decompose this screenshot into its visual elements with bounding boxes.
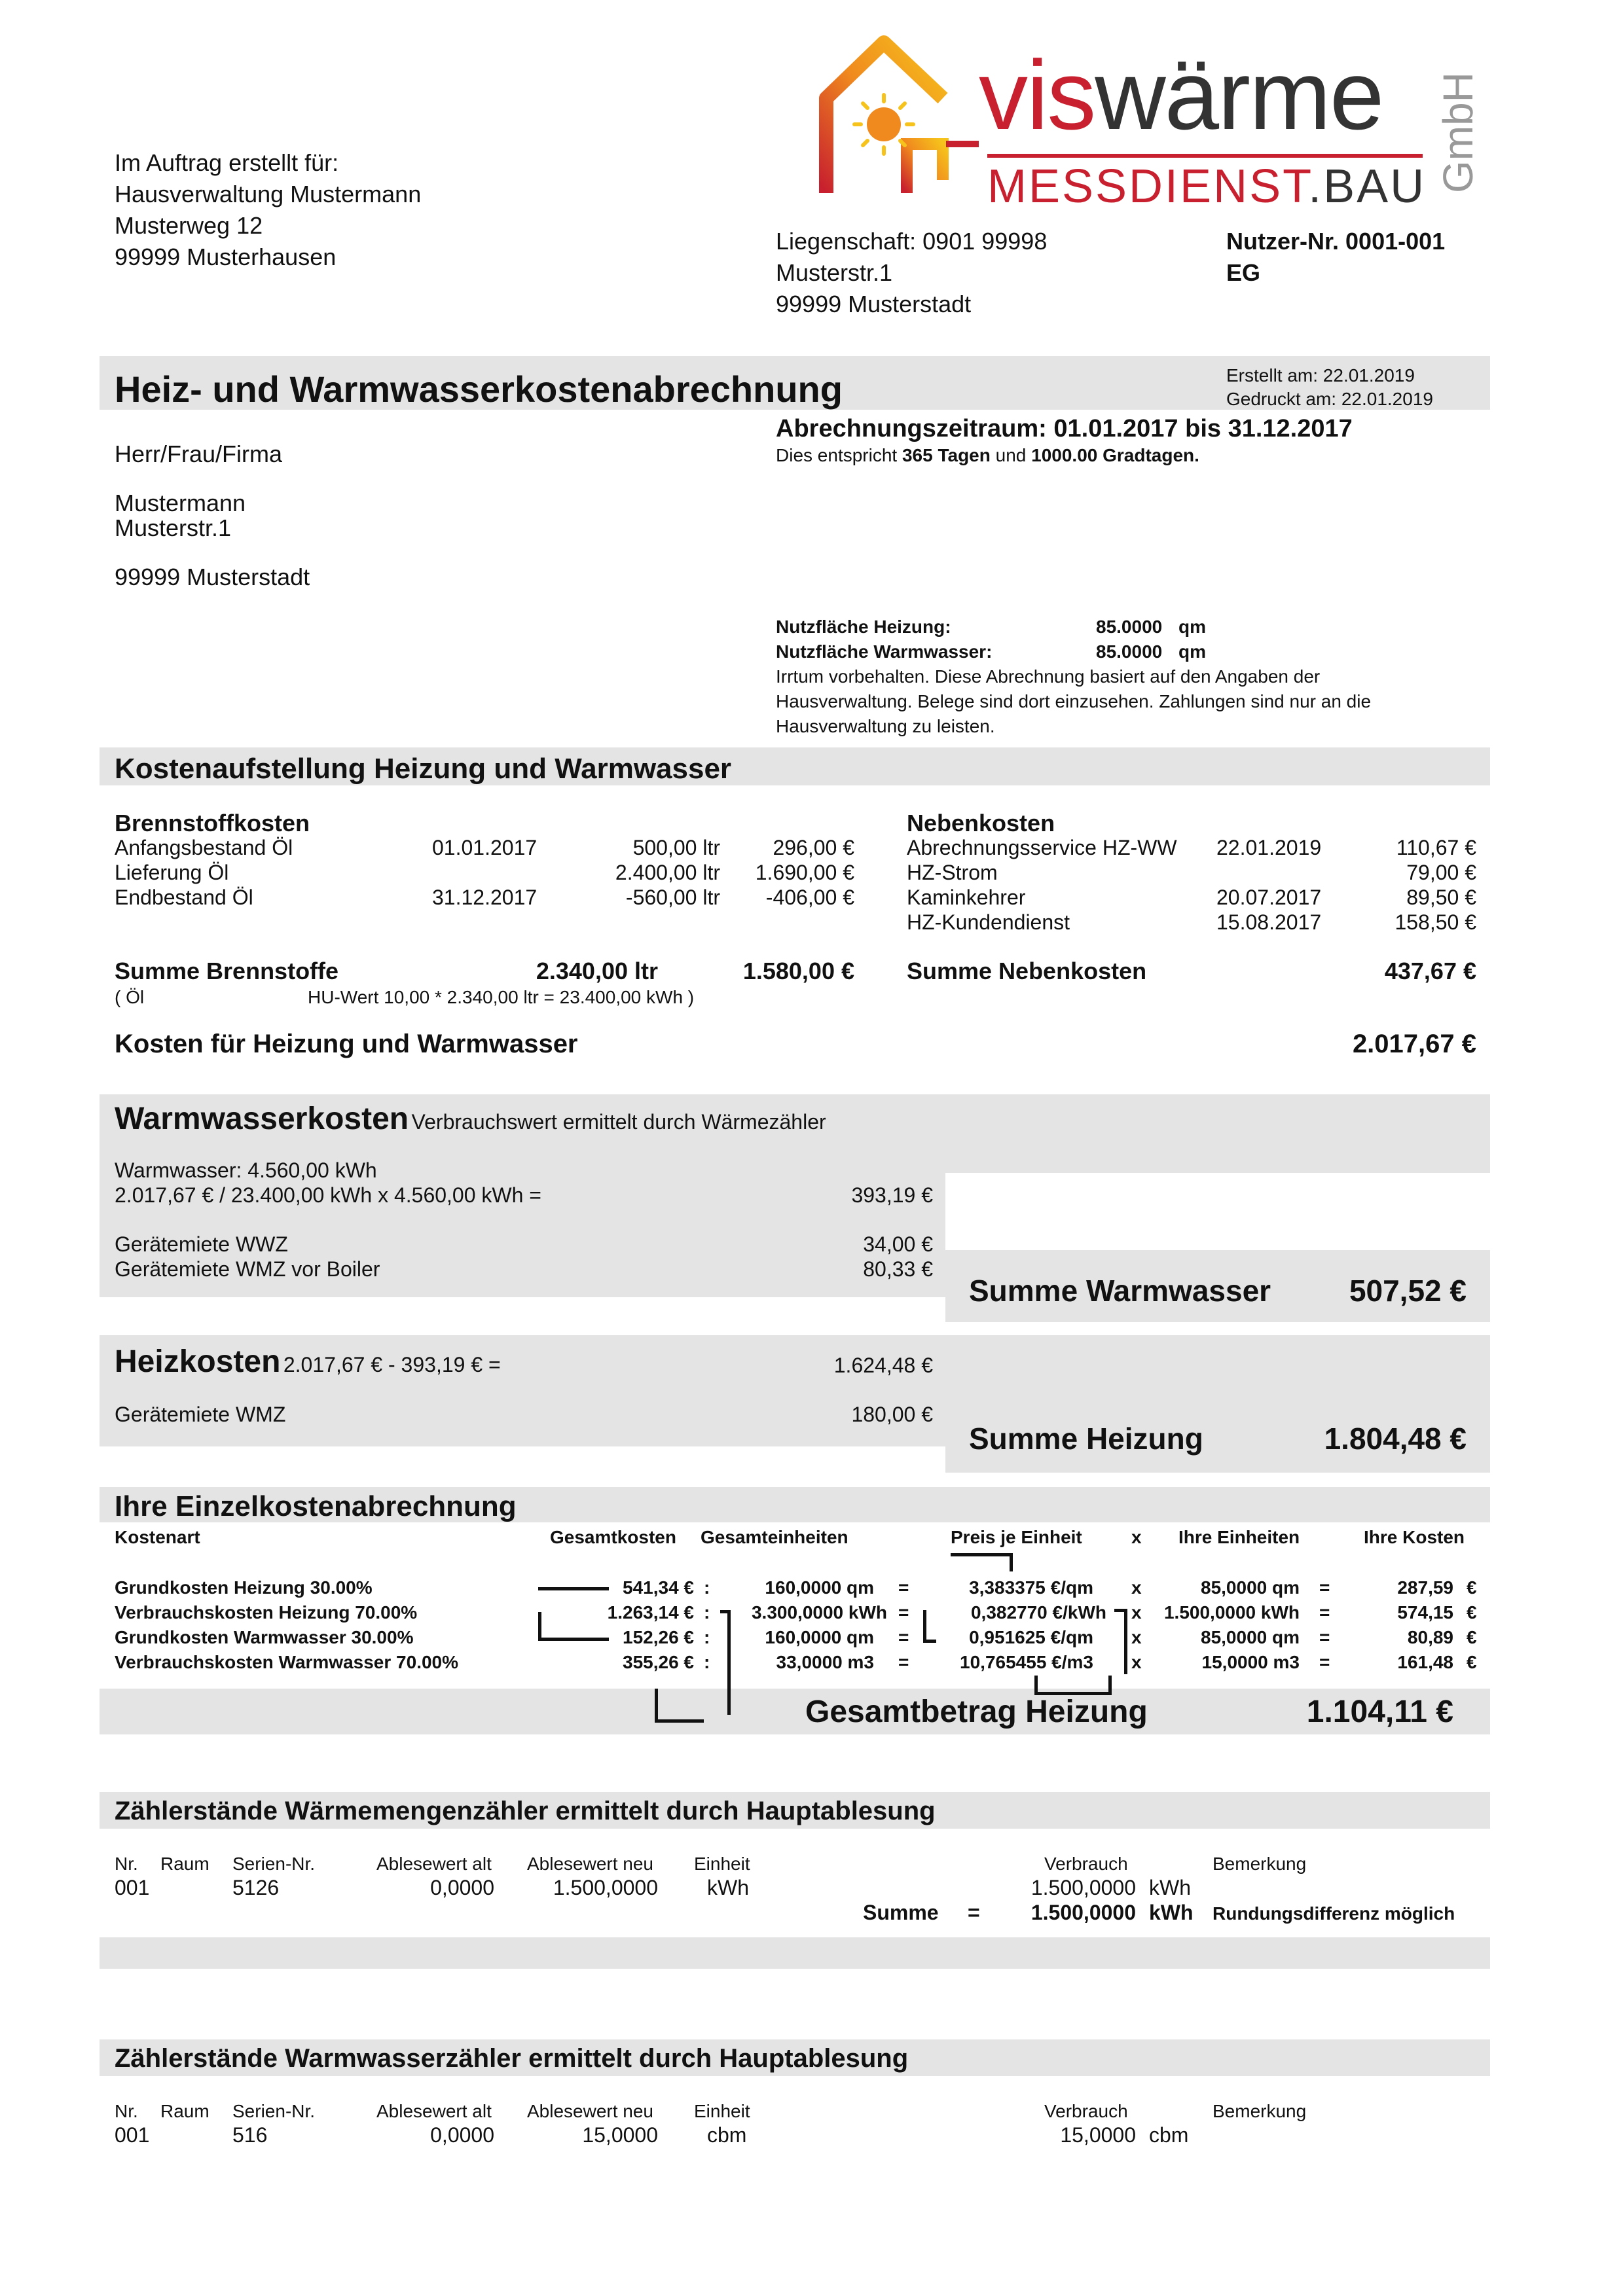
heating-formula-amount: 1.624,48 € (833, 1354, 933, 1377)
row-price: 3,383375 €/qm (969, 1577, 1093, 1598)
warmwater-rent2-label: Gerätemiete WMZ vor Boiler (115, 1257, 380, 1281)
row-divide: : (704, 1627, 710, 1647)
individual-section-title: Ihre Einzelkostenabrechnung (115, 1490, 517, 1522)
logo-bau-text: .BAU (1308, 160, 1427, 213)
heating-heading (115, 1344, 501, 1380)
client-line4: 99999 Musterhausen (115, 243, 337, 270)
bracket-line (538, 1638, 609, 1641)
printed-date: Gedruckt am: 22.01.2019 (1226, 389, 1433, 409)
grand-total-amount: 1.104,11 € (1306, 1695, 1453, 1729)
row-own-cost: 574,15 (1397, 1602, 1453, 1623)
row-kind: Verbrauchskosten Warmwasser 70.00% (115, 1652, 459, 1672)
side-row-label: Kaminkehrer (907, 886, 1026, 909)
heating-title: Heizkosten (115, 1344, 281, 1379)
fuel-row-qty: 2.400,00 ltr (615, 861, 720, 884)
col-header-own-cost: Ihre Kosten (1364, 1527, 1465, 1547)
row-kind: Grundkosten Warmwasser 30.00% (115, 1627, 414, 1647)
col-header-price: Preis je Einheit (951, 1527, 1082, 1547)
col-header-nr: Nr. (115, 2101, 138, 2121)
side-costs-title: Nebenkosten (907, 810, 1055, 836)
cell-old: 0,0000 (430, 2123, 494, 2147)
row-price: 0,951625 €/qm (969, 1627, 1093, 1647)
heatmeter-section-title: Zählerstände Wärmemengenzähler ermittelt durch Hauptablesung (115, 1797, 936, 1825)
row-own-units: 1.500,0000 kWh (1163, 1602, 1300, 1623)
costs-section-title: Kostenaufstellung Heizung und Warmwasser (115, 753, 732, 785)
area-heating-label: Nutzfläche Heizung: (776, 617, 951, 637)
fuel-row-amount: 1.690,00 € (755, 861, 854, 884)
bracket-line (923, 1610, 926, 1643)
warmwater-sum-label: Summe Warmwasser (969, 1274, 1271, 1308)
heating-rent-amount: 180,00 € (851, 1403, 933, 1426)
row-equals: = (1319, 1602, 1330, 1623)
disclaimer-line3: Hausverwaltung zu leisten. (776, 716, 995, 736)
col-header-unit: Einheit (694, 1854, 750, 1874)
heating-rent-label: Gerätemiete WMZ (115, 1403, 286, 1426)
warmwater-sum-amount: 507,52 € (1349, 1274, 1467, 1308)
side-row-label: HZ-Kundendienst (907, 910, 1070, 934)
recipient-salutation: Herr/Frau/Firma (115, 440, 283, 467)
heating-sum-amount: 1.804,48 € (1324, 1422, 1467, 1456)
client-line3: Musterweg 12 (115, 212, 263, 239)
bracket-line (538, 1587, 609, 1590)
side-row-amount: 79,00 € (1406, 861, 1476, 884)
warmwater-rent1-amount: 34,00 € (863, 1232, 933, 1256)
fuel-costs-title: Brennstoffkosten (115, 810, 310, 836)
row-equals: = (898, 1577, 909, 1598)
bracket-line (727, 1610, 731, 1715)
property-line1: Liegenschaft: 0901 99998 (776, 228, 1048, 255)
row-kind: Verbrauchskosten Heizung 70.00% (115, 1602, 418, 1623)
row-units: 3.300,0000 kWh (751, 1602, 887, 1623)
col-header-total: Gesamtkosten (550, 1527, 676, 1547)
cell-usage: 15,0000 (1060, 2123, 1136, 2147)
row-divide: : (704, 1577, 710, 1598)
side-row-date: 22.01.2019 (1216, 836, 1322, 859)
total-costs-amount: 2.017,67 € (1352, 1030, 1476, 1058)
fuel-row-label: Lieferung Öl (115, 861, 229, 884)
col-header-own-units: Ihre Einheiten (1178, 1527, 1300, 1547)
client-line2: Hausverwaltung Mustermann (115, 181, 422, 207)
row-own-cost: 80,89 (1407, 1627, 1453, 1647)
watermeter-section-title: Zählerstände Warmwasserzähler ermittelt durch Hauptablesung (115, 2044, 909, 2073)
row-multiply: x (1131, 1577, 1142, 1598)
col-header-multiply: x (1131, 1527, 1142, 1547)
logo-gmbh-text: GmbH (1434, 72, 1482, 193)
col-header-old: Ablesewert alt (376, 1854, 492, 1874)
col-header-new: Ablesewert neu (527, 1854, 654, 1874)
row-multiply: x (1131, 1627, 1142, 1647)
fuel-row-date: 31.12.2017 (432, 886, 538, 909)
heating-formula: 2.017,67 € - 393,19 € = (283, 1353, 501, 1376)
cell-new: 15,0000 (582, 2123, 658, 2147)
row-equals: = (898, 1652, 909, 1672)
col-header-usage: Verbrauch (1044, 2101, 1128, 2121)
fuel-sum-label: Summe Brennstoffe (115, 958, 339, 984)
sum-note: Rundungsdifferenz möglich (1213, 1903, 1455, 1924)
sum-equals: = (968, 1901, 980, 1924)
row-total: 355,26 € (623, 1652, 694, 1672)
document-title: Heiz- und Warmwasserkostenabrechnung (115, 368, 843, 410)
col-header-units: Gesamteinheiten (701, 1527, 848, 1547)
col-header-note: Bemerkung (1213, 1854, 1307, 1874)
client-line1: Im Auftrag erstellt für: (115, 149, 339, 176)
disclaimer-line1: Irrtum vorbehalten. Diese Abrechnung basiert auf den Angaben der (776, 666, 1321, 687)
side-row-label: Abrechnungsservice HZ-WW (907, 836, 1177, 859)
cell-serial: 516 (232, 2123, 268, 2147)
recipient-name: Mustermann (115, 490, 246, 516)
cell-new: 1.500,0000 (553, 1876, 658, 1899)
col-header-room: Raum (160, 1854, 210, 1874)
cell-unit: kWh (707, 1876, 749, 1899)
sum-value: 1.500,0000 (1030, 1901, 1136, 1924)
heating-sum-label: Summe Heizung (969, 1422, 1203, 1456)
area-water-unit: qm (1178, 641, 1206, 662)
row-price: 10,765455 €/m3 (960, 1652, 1093, 1672)
row-equals: = (1319, 1652, 1330, 1672)
cell-serial: 5126 (232, 1876, 280, 1899)
grand-total-bar (100, 1689, 1490, 1734)
fuel-row-date: 01.01.2017 (432, 836, 538, 859)
fuel-row-amount: -406,00 € (765, 886, 854, 909)
degree-days: 1000.00 Gradtagen. (1031, 445, 1199, 465)
row-units: 33,0000 m3 (776, 1652, 874, 1672)
fuel-sum-amount: 1.580,00 € (742, 958, 854, 984)
row-divide: : (704, 1602, 710, 1623)
fuel-note-fuel: ( Öl (115, 987, 145, 1007)
side-sum-label: Summe Nebenkosten (907, 958, 1147, 984)
fuel-sum-qty: 2.340,00 ltr (536, 958, 658, 984)
col-header-room: Raum (160, 2101, 210, 2121)
recipient-city: 99999 Musterstadt (115, 564, 310, 590)
side-sum-amount: 437,67 € (1384, 958, 1476, 984)
row-total: 152,26 € (623, 1627, 694, 1647)
row-multiply: x (1131, 1652, 1142, 1672)
logo-divider (987, 154, 1423, 158)
cell-usage-unit: kWh (1149, 1876, 1191, 1899)
bracket-line (923, 1640, 936, 1643)
bracket-line (655, 1719, 704, 1723)
bracket-line (1124, 1609, 1127, 1674)
col-header-unit: Einheit (694, 2101, 750, 2121)
row-own-units: 85,0000 qm (1201, 1577, 1300, 1598)
bracket-line (1010, 1553, 1013, 1571)
bracket-line (538, 1612, 541, 1640)
row-own-units: 85,0000 qm (1201, 1627, 1300, 1647)
recipient-street: Musterstr.1 (115, 514, 232, 541)
sum-unit: kWh (1149, 1901, 1194, 1924)
warmwater-rent2-amount: 80,33 € (863, 1257, 933, 1281)
bracket-line (655, 1689, 658, 1723)
warmwater-rent1-label: Gerätemiete WWZ (115, 1232, 288, 1256)
total-costs-label: Kosten für Heizung und Warmwasser (115, 1030, 578, 1058)
row-units: 160,0000 qm (765, 1627, 874, 1647)
side-row-amount: 89,50 € (1406, 886, 1476, 909)
row-kind: Grundkosten Heizung 30.00% (115, 1577, 373, 1598)
col-header-old: Ablesewert alt (376, 2101, 492, 2121)
warmwater-subtitle: Verbrauchswert ermittelt durch Wärmezähler (411, 1110, 826, 1134)
area-heating-unit: qm (1178, 617, 1206, 637)
warmwater-title: Warmwasserkosten (115, 1102, 409, 1136)
area-water-value: 85.0000 (1096, 641, 1163, 662)
cell-usage-unit: cbm (1149, 2123, 1189, 2147)
logo-waerme-text: wärme (1095, 40, 1383, 150)
area-heating-value: 85.0000 (1096, 617, 1163, 637)
logo-wordmark (979, 40, 1383, 150)
row-units: 160,0000 qm (765, 1577, 874, 1598)
user-number: Nutzer-Nr. 0001-001 (1226, 228, 1446, 255)
heatmeter-footer-bar (100, 1937, 1490, 1969)
col-header-usage: Verbrauch (1044, 1854, 1128, 1874)
row-multiply: x (1131, 1602, 1142, 1623)
row-equals: = (1319, 1577, 1330, 1598)
row-currency: € (1467, 1652, 1477, 1672)
period-days (776, 445, 1199, 466)
col-header-new: Ablesewert neu (527, 2101, 654, 2121)
logo-messdienst-text: MESSDIENST (987, 160, 1309, 213)
row-equals: = (1319, 1627, 1330, 1647)
fuel-row-amount: 296,00 € (773, 836, 854, 859)
property-line2: Musterstr.1 (776, 259, 893, 286)
bracket-line (951, 1553, 1013, 1556)
fuel-row-label: Endbestand Öl (115, 886, 253, 909)
cell-usage: 1.500,0000 (1030, 1876, 1136, 1899)
grand-total-label: Gesamtbetrag Heizung (805, 1695, 1148, 1729)
fuel-row-qty: 500,00 ltr (632, 836, 720, 859)
created-date: Erstellt am: 22.01.2019 (1226, 365, 1415, 386)
row-own-cost: 161,48 (1397, 1652, 1453, 1672)
fuel-note-calc: HU-Wert 10,00 * 2.340,00 ltr = 23.400,00 kWh ) (308, 987, 695, 1007)
warmwater-formula-amount: 393,19 € (851, 1183, 933, 1207)
logo-vis-text: vis (979, 40, 1095, 150)
cell-nr: 001 (115, 1876, 150, 1899)
disclaimer-line2: Hausverwaltung. Belege sind dort einzusehen. Zahlungen sind nur an die (776, 691, 1372, 711)
days-prefix: Dies entspricht (776, 445, 898, 465)
cell-old: 0,0000 (430, 1876, 494, 1899)
row-own-units: 15,0000 m3 (1201, 1652, 1300, 1672)
warmwater-heading (115, 1101, 826, 1137)
billing-period: Abrechnungszeitraum: 01.01.2017 bis 31.12.2017 (776, 415, 1353, 442)
user-floor: EG (1226, 259, 1261, 286)
row-price: 0,382770 €/kWh (970, 1602, 1106, 1623)
cell-unit: cbm (707, 2123, 747, 2147)
col-header-note: Bemerkung (1213, 2101, 1307, 2121)
days-and: und (995, 445, 1027, 465)
side-row-date: 15.08.2017 (1216, 910, 1322, 934)
row-currency: € (1467, 1627, 1477, 1647)
company-logo (812, 26, 1493, 213)
house-sun-icon (812, 26, 989, 203)
warmwater-usage: Warmwasser: 4.560,00 kWh (115, 1158, 377, 1182)
side-row-amount: 158,50 € (1395, 910, 1476, 934)
col-header-nr: Nr. (115, 1854, 138, 1874)
col-header-serial: Serien-Nr. (232, 2101, 316, 2121)
row-currency: € (1467, 1577, 1477, 1598)
row-divide: : (704, 1652, 710, 1672)
sum-label: Summe (863, 1901, 939, 1924)
col-header-serial: Serien-Nr. (232, 1854, 316, 1874)
side-row-date: 20.07.2017 (1216, 886, 1322, 909)
col-header-kind: Kostenart (115, 1527, 200, 1547)
row-equals: = (898, 1602, 909, 1623)
warmwater-formula: 2.017,67 € / 23.400,00 kWh x 4.560,00 kWh = (115, 1183, 541, 1207)
fuel-row-qty: -560,00 ltr (625, 886, 720, 909)
bracket-line (1034, 1676, 1038, 1694)
bracket-line (1108, 1676, 1112, 1695)
fuel-row-label: Anfangsbestand Öl (115, 836, 293, 859)
row-total: 541,34 € (623, 1577, 694, 1598)
row-currency: € (1467, 1602, 1477, 1623)
days-count: 365 Tagen (902, 445, 991, 465)
side-row-label: HZ-Strom (907, 861, 998, 884)
property-line3: 99999 Musterstadt (776, 291, 972, 317)
row-equals: = (898, 1627, 909, 1647)
row-total: 1.263,14 € (607, 1602, 694, 1623)
row-own-cost: 287,59 (1397, 1577, 1453, 1598)
logo-subline (987, 160, 1426, 213)
cell-nr: 001 (115, 2123, 150, 2147)
area-water-label: Nutzfläche Warmwasser: (776, 641, 993, 662)
side-row-amount: 110,67 € (1396, 836, 1476, 859)
